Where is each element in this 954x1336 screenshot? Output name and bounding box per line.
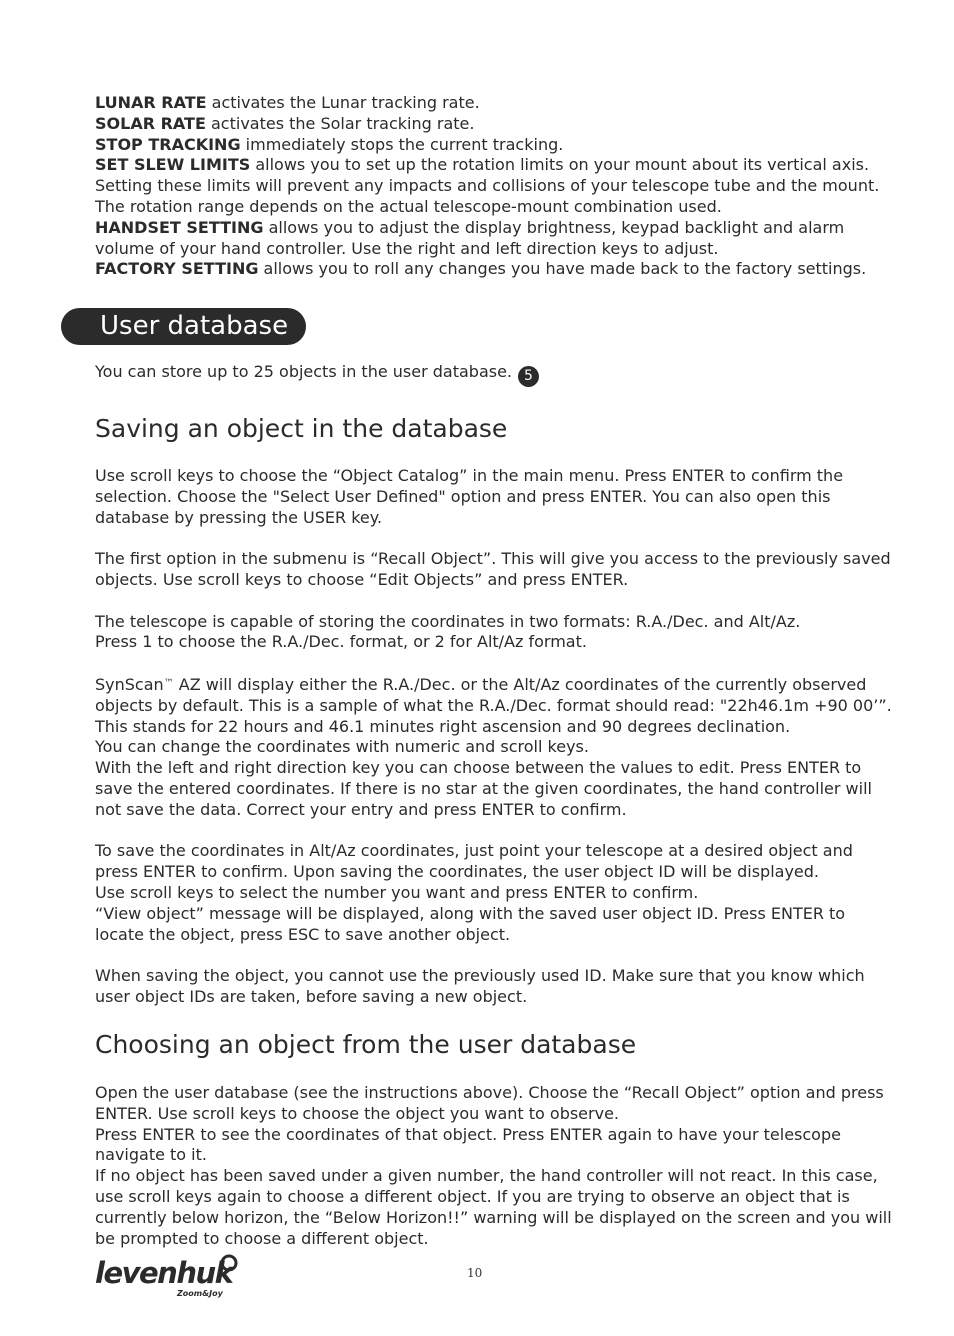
setting-desc: allows you to roll any changes you have made back to the factory settings. <box>258 259 867 279</box>
page-number: 10 <box>467 1266 483 1280</box>
paragraph <box>95 674 895 737</box>
section-heading-user-database: User database <box>61 308 306 345</box>
setting-desc: immediately stops the current tracking. <box>240 134 564 154</box>
trademark-symbol: ™ <box>163 677 174 689</box>
figure-badge: 5 <box>518 366 539 387</box>
choosing-section-body <box>95 1083 895 1249</box>
logo-tagline: Zoom&Joy <box>177 1289 223 1298</box>
setting-solar-rate <box>95 114 895 135</box>
paragraph: If no object has been saved under a given number, the hand controller will not react. In this case, use scroll keys again to choose a different object. If you are trying to observe an object that is currently below horizon, the “Below Horizon!!” warning will be displayed on the screen and you will be prompted to choose a different object. <box>95 1166 892 1248</box>
paragraph: Open the user database (see the instructions above). Choose the “Recall Object” option and press ENTER. Use scroll keys to choose the object you want to observe. <box>95 1083 884 1123</box>
paragraph: To save the coordinates in Alt/Az coordinates, just point your telescope at a desired object and press ENTER to confirm. Upon saving the coordinates, the user object ID will be displayed. <box>95 841 853 882</box>
user-database-intro <box>95 362 895 387</box>
heading-choosing-object: Choosing an object from the user database <box>95 1030 637 1059</box>
setting-desc: allows you to adjust the display brightness, keypad backlight and alarm volume of your hand controller. Use the right and left direction keys to adjust. <box>95 217 845 258</box>
setting-desc: allows you to set up the rotation limits on your mount about its vertical axis. Setting these limits will prevent any impacts and collisions of your telescope tube and the mount. The rotation range depends on the actual telescope-mount combination used. <box>95 155 880 216</box>
paragraph-text: AZ will display either the R.A./Dec. or the Alt/Az coordinates of the currently observed objects by default. This is a sample of what the R.A./Dec. format should read: "22h46.1m +90 00’”. This stands for 22 hours and 46.1 minutes right ascension and 90 degrees declination. <box>95 674 892 736</box>
setting-lunar-rate <box>95 93 895 114</box>
setting-term: LUNAR RATE <box>95 93 207 112</box>
setting-desc: activates the Lunar tracking rate. <box>206 93 480 112</box>
paragraph: You can change the coordinates with numeric and scroll keys. <box>95 737 589 757</box>
setting-stop-tracking <box>95 135 895 156</box>
logo-wordmark: levenhuk <box>95 1256 233 1290</box>
levenhuk-logo <box>94 1250 244 1302</box>
paragraph: The first option in the submenu is “Recall Object”. This will give you access to the previously saved objects. Use scroll keys to choose “Edit Objects” and press ENTER. <box>95 549 891 589</box>
setting-term: HANDSET SETTING <box>95 217 264 237</box>
paragraph: Use scroll keys to choose the “Object Catalog” in the main menu. Press ENTER to confirm the selection. Choose the "Select User Defined" option and press ENTER. You can also open this database by pressing the USER key. <box>95 466 844 527</box>
paragraph: Press 1 to choose the R.A./Dec. format, or 2 for Alt/Az format. <box>95 632 587 652</box>
paragraph: With the left and right direction key you can choose between the values to edit. Press ENTER to save the entered coordinates. If there is no star at the given coordinates, the hand controller will not save the data. Correct your entry and press ENTER to confirm. <box>95 758 872 819</box>
paragraph: Use scroll keys to select the number you want and press ENTER to confirm. <box>95 882 699 902</box>
setting-factory-setting <box>95 259 895 280</box>
paragraph: When saving the object, you cannot use the previously used ID. Make sure that you know which user object IDs are taken, before saving a new object. <box>95 966 865 1006</box>
paragraph: The telescope is capable of storing the coordinates in two formats: R.A./Dec. and Alt/Az. <box>95 611 801 631</box>
paragraph: “View object” message will be displayed, along with the saved user object ID. Press ENTER to locate the object, press ESC to save another object. <box>95 903 846 944</box>
setting-term: FACTORY SETTING <box>95 259 259 279</box>
setting-term: SOLAR RATE <box>95 113 206 133</box>
settings-list <box>95 93 895 280</box>
paragraph: Press ENTER to see the coordinates of that object. Press ENTER again to have your telescope navigate to it. <box>95 1124 841 1165</box>
intro-text: You can store up to 25 objects in the user database. <box>95 362 513 381</box>
setting-desc: activates the Solar tracking rate. <box>205 113 475 133</box>
saving-section-body <box>95 466 895 1008</box>
setting-set-slew-limits <box>95 155 895 217</box>
heading-saving-object: Saving an object in the database <box>95 414 508 443</box>
brand-name: SynScan <box>95 674 164 694</box>
setting-handset-setting <box>95 218 895 260</box>
setting-term: SET SLEW LIMITS <box>95 155 251 175</box>
setting-term: STOP TRACKING <box>95 134 241 154</box>
